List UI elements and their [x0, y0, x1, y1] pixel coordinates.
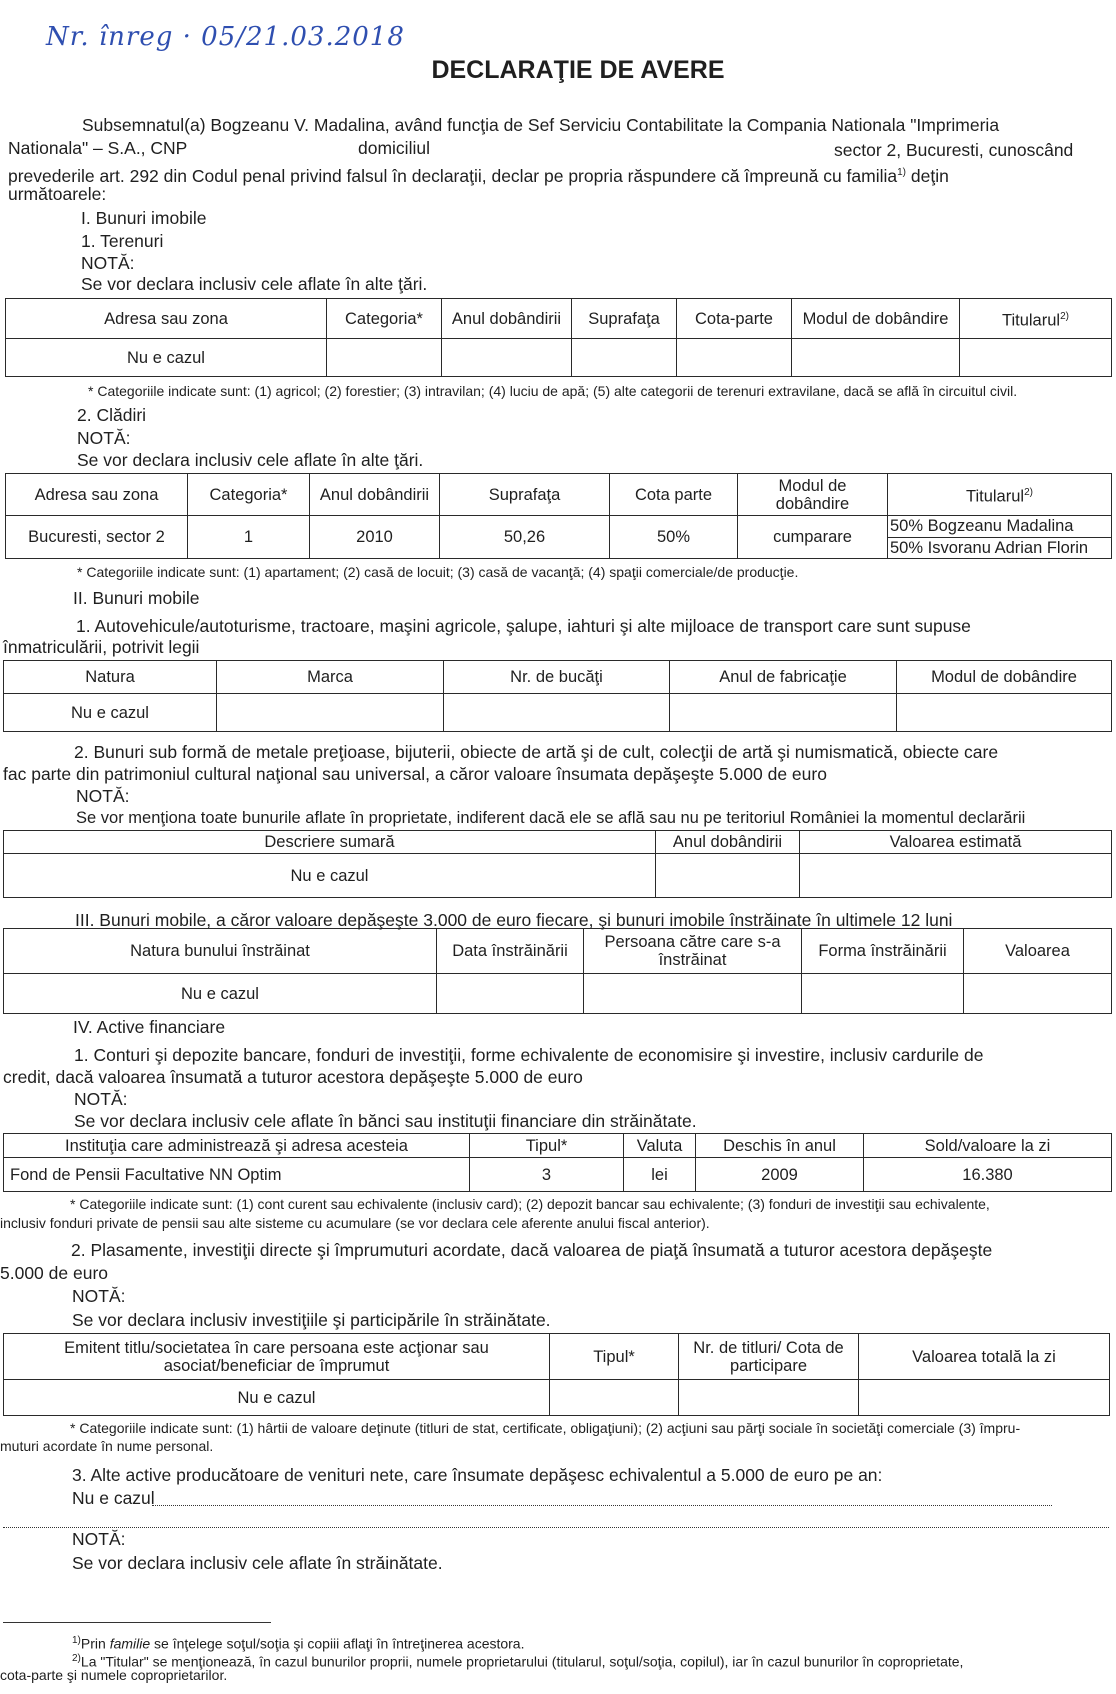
- autovehicule-table: [3, 660, 1112, 732]
- bunuri-pretioase-table: [3, 830, 1112, 898]
- section-2-2-nota: NOTĂ:: [76, 786, 130, 806]
- col-descriere: Descriere sumară: [4, 831, 656, 854]
- plasamente-footnote-b: muturi acordate în nume personal.: [0, 1438, 214, 1454]
- section-1-1-nota: NOTĂ:: [81, 253, 135, 273]
- cell-institutia: Fond de Pensii Facultative NN Optim: [4, 1158, 470, 1192]
- col-tipul: Tipul*: [470, 1134, 624, 1158]
- table-cell: Nu e cazul: [4, 694, 217, 732]
- col-anul: Anul dobândirii: [656, 831, 800, 854]
- footnote-rule: [3, 1622, 271, 1623]
- conturi-footnote-a: * Categoriile indicate sunt: (1) cont curent sau echivalente (inclusiv card); (2) depozit bancar sau echivalente; (3) fonduri de investiţii sau echivalente,: [70, 1196, 990, 1212]
- plasamente-footnote-a: * Categoriile indicate sunt: (1) hârtii de valoare deţinute (titluri de stat, certificate, obligaţiuni); (2) acţiuni sau părţi sociale în societăţi comerciale (3) împru-: [70, 1420, 1021, 1436]
- cell-sold: 16.380: [864, 1158, 1112, 1192]
- cell-suprafata: 50,26: [440, 516, 610, 559]
- cell-modul: cumparare: [738, 516, 888, 559]
- col-deschis: Deschis în anul: [696, 1134, 864, 1158]
- conturi-table: [3, 1133, 1112, 1192]
- col-tipul: Tipul*: [550, 1334, 679, 1380]
- section-4-2-line-b: 5.000 de euro: [0, 1263, 109, 1283]
- cladiri-table: [5, 473, 1112, 559]
- section-4-3-nota: NOTĂ:: [72, 1529, 126, 1549]
- table-cell: Nu e cazul: [4, 854, 656, 898]
- section-1-2-nota: NOTĂ:: [77, 428, 131, 448]
- footnote-2a: $^{2)}$La "Titular" se menţionează, în cazul bunurilor proprii, numele proprietarului (titularul, soţul/soţia, copilul), iar în cazul bunurilor în coproprietate,: [72, 1653, 964, 1670]
- col-categoria: Categoria*: [327, 299, 442, 339]
- col-suprafata: Suprafaţa: [440, 474, 610, 516]
- section-4-2-nota: NOTĂ:: [72, 1286, 126, 1306]
- conturi-footnote-b: inclusiv fonduri private de pensii sau alte sisteme cu acumulare (se vor declara cele aferente anului fiscal anterior).: [0, 1215, 710, 1231]
- section-4-2-line-a: 2. Plasamente, investiţii directe şi împrumuturi acordate, dacă valoarea de piaţă însumată a tuturor acestora depăşeşte: [71, 1240, 993, 1260]
- plasamente-table: [3, 1333, 1110, 1416]
- col-valuta: Valuta: [624, 1134, 696, 1158]
- col-anul: Anul dobândirii: [442, 299, 572, 339]
- table-cell: Nu e cazul: [4, 974, 437, 1014]
- table-cell: Nu e cazul: [6, 339, 327, 377]
- col-titular: Titularul$^{2)}$: [960, 299, 1112, 339]
- col-anul-fabricatie: Anul de fabricaţie: [670, 661, 897, 694]
- section-4-1-nota-text: Se vor declara inclusiv cele aflate în bănci sau instituţii financiare din străinătate.: [74, 1111, 697, 1131]
- section-2-1-line-b: înmatriculării, potrivit legii: [3, 637, 200, 657]
- col-cota: Cota parte: [610, 474, 738, 516]
- col-nr-titluri: Nr. de titluri/ Cota de participare: [679, 1334, 859, 1380]
- col-marca: Marca: [217, 661, 444, 694]
- section-4-heading: IV. Active financiare: [73, 1017, 226, 1037]
- section-2-1-line-a: 1. Autovehicule/autoturisme, tractoare, maşini agricole, şalupe, iahturi şi alte mijloace de transport care sunt supuse: [76, 616, 971, 636]
- col-titular: Titularul$^{2)}$: [888, 474, 1112, 516]
- col-persoana: Persoana către care s-a înstrăinat: [584, 929, 802, 974]
- col-sold: Sold/valoare la zi: [864, 1134, 1112, 1158]
- section-2-heading: II. Bunuri mobile: [73, 588, 200, 608]
- page-title: DECLARAŢIE DE AVERE: [431, 56, 725, 84]
- dotted-line: [3, 1527, 1109, 1528]
- col-valoarea: Valoarea: [964, 929, 1112, 974]
- intro-line-3: prevederile art. 292 din Codul penal privind falsul în declaraţii, declar pe propria răspundere că împreună cu familia$^{1)}$ deţin: [8, 165, 949, 186]
- col-adresa: Adresa sau zona: [6, 299, 327, 339]
- cell-categoria: 1: [188, 516, 310, 559]
- col-natura: Natura bunului înstrăinat: [4, 929, 437, 974]
- intro-line-2a: Nationala" – S.A., CNP: [8, 138, 188, 158]
- instrainate-table: [3, 928, 1112, 1014]
- cladiri-footnote: * Categoriile indicate sunt: (1) apartament; (2) casă de locuit; (3) casă de vacanţă; (4) spaţii comerciale/de producţie.: [77, 564, 799, 580]
- cell-anul: 2009: [696, 1158, 864, 1192]
- col-nr-bucati: Nr. de bucăţi: [444, 661, 670, 694]
- cell-adresa: Bucuresti, sector 2: [6, 516, 188, 559]
- registration-stamp: Nr. înreg · 05/21.03.2018: [46, 22, 405, 52]
- section-1-1-nota-text: Se vor declara inclusiv cele aflate în alte ţări.: [81, 274, 428, 294]
- section-4-1-nota: NOTĂ:: [74, 1089, 128, 1109]
- col-modul: Modul de dobândire: [792, 299, 960, 339]
- titular-2: 50% Isvoranu Adrian Florin: [890, 539, 1089, 557]
- section-2-2-nota-text: Se vor menţiona toate bunurile aflate în proprietate, indiferent dacă ele se află sau nu pe teritoriul României la momentul declarării: [76, 809, 1026, 827]
- col-forma: Forma înstrăinării: [802, 929, 964, 974]
- section-4-3-nota-text: Se vor declara inclusiv cele aflate în străinătate.: [72, 1553, 443, 1573]
- col-data: Data înstrăinării: [437, 929, 584, 974]
- col-emitent: Emitent titlu/societatea în care persoana este acţionar sau asociat/beneficiar de împrumut: [4, 1334, 550, 1380]
- section-2-2-line-b: fac parte din patrimoniul cultural naţional sau universal, a căror valoare însumata depăşeşte 5.000 de euro: [3, 764, 827, 784]
- col-categoria: Categoria*: [188, 474, 310, 516]
- section-3-heading: III. Bunuri mobile, a căror valoare depăşeşte 3.000 de euro fiecare, şi bunuri imobile înstrăinate în ultimele 12 luni: [75, 910, 953, 930]
- section-4-1-line-a: 1. Conturi şi depozite bancare, fonduri de investiţii, forme echivalente de economisire şi investire, inclusiv cardurile de: [74, 1045, 984, 1065]
- section-4-1-line-b: credit, dacă valoarea însumată a tuturor acestora depăşeşte 5.000 de euro: [3, 1067, 583, 1087]
- section-1-heading: I. Bunuri imobile: [81, 208, 207, 228]
- cell-titular: [888, 516, 1112, 559]
- cell-tipul: 3: [470, 1158, 624, 1192]
- footnote-2b: cota-parte şi numele coproprietarilor.: [0, 1667, 228, 1683]
- section-1-2-heading: 2. Clădiri: [77, 405, 147, 425]
- col-anul: Anul dobândirii: [310, 474, 440, 516]
- terenuri-footnote: * Categoriile indicate sunt: (1) agricol; (2) forestier; (3) intravilan; (4) luciu de apă; (5) alte categorii de terenuri extravilane, dacă se află în circuitul civil.: [88, 383, 1018, 399]
- cell-cota: 50%: [610, 516, 738, 559]
- col-valoarea: Valoarea totală la zi: [859, 1334, 1110, 1380]
- terenuri-table: [5, 298, 1112, 377]
- col-modul: Modul de dobândire: [897, 661, 1112, 694]
- footnote-1: $^{1)}$Prin familie se înţelege soţul/soţia şi copiii aflaţi în întreţinerea acestora.: [72, 1635, 525, 1652]
- section-4-3-value: Nu e cazul: [72, 1488, 155, 1508]
- section-4-2-nota-text: Se vor declara inclusiv investiţiile şi participările în străinătate.: [72, 1310, 551, 1330]
- col-suprafata: Suprafaţa: [572, 299, 677, 339]
- col-valoare: Valoarea estimată: [800, 831, 1112, 854]
- col-adresa: Adresa sau zona: [6, 474, 188, 516]
- intro-line-1: Subsemnatul(a) Bogzeanu V. Madalina, având funcţia de Sef Serviciu Contabilitate la Compania Nationala "Imprimeria: [82, 115, 1000, 135]
- titular-1: 50% Bogzeanu Madalina: [888, 516, 1111, 538]
- section-1-1-heading: 1. Terenuri: [81, 231, 164, 251]
- intro-line-4: următoarele:: [8, 184, 107, 204]
- intro-line-2b: domiciliul: [358, 138, 430, 158]
- col-cota: Cota-parte: [677, 299, 792, 339]
- intro-line-2c: sector 2, Bucuresti, cunoscând: [834, 140, 1074, 160]
- col-natura: Natura: [4, 661, 217, 694]
- dotted-line: [152, 1505, 1052, 1506]
- cell-anul: 2010: [310, 516, 440, 559]
- table-cell: Nu e cazul: [4, 1380, 550, 1416]
- section-4-3-heading: 3. Alte active producătoare de venituri nete, care însumate depăşesc echivalentul a 5.000 de euro pe an:: [72, 1465, 883, 1485]
- col-institutia: Instituţia care administrează şi adresa acesteia: [4, 1134, 470, 1158]
- cell-valuta: lei: [624, 1158, 696, 1192]
- col-modul: Modul de dobândire: [738, 474, 888, 516]
- section-2-2-line-a: 2. Bunuri sub formă de metale preţioase, bijuterii, obiecte de artă şi de cult, colecţii de artă şi numismatică, obiecte care: [74, 742, 999, 762]
- section-1-2-nota-text: Se vor declara inclusiv cele aflate în alte ţări.: [77, 450, 424, 470]
